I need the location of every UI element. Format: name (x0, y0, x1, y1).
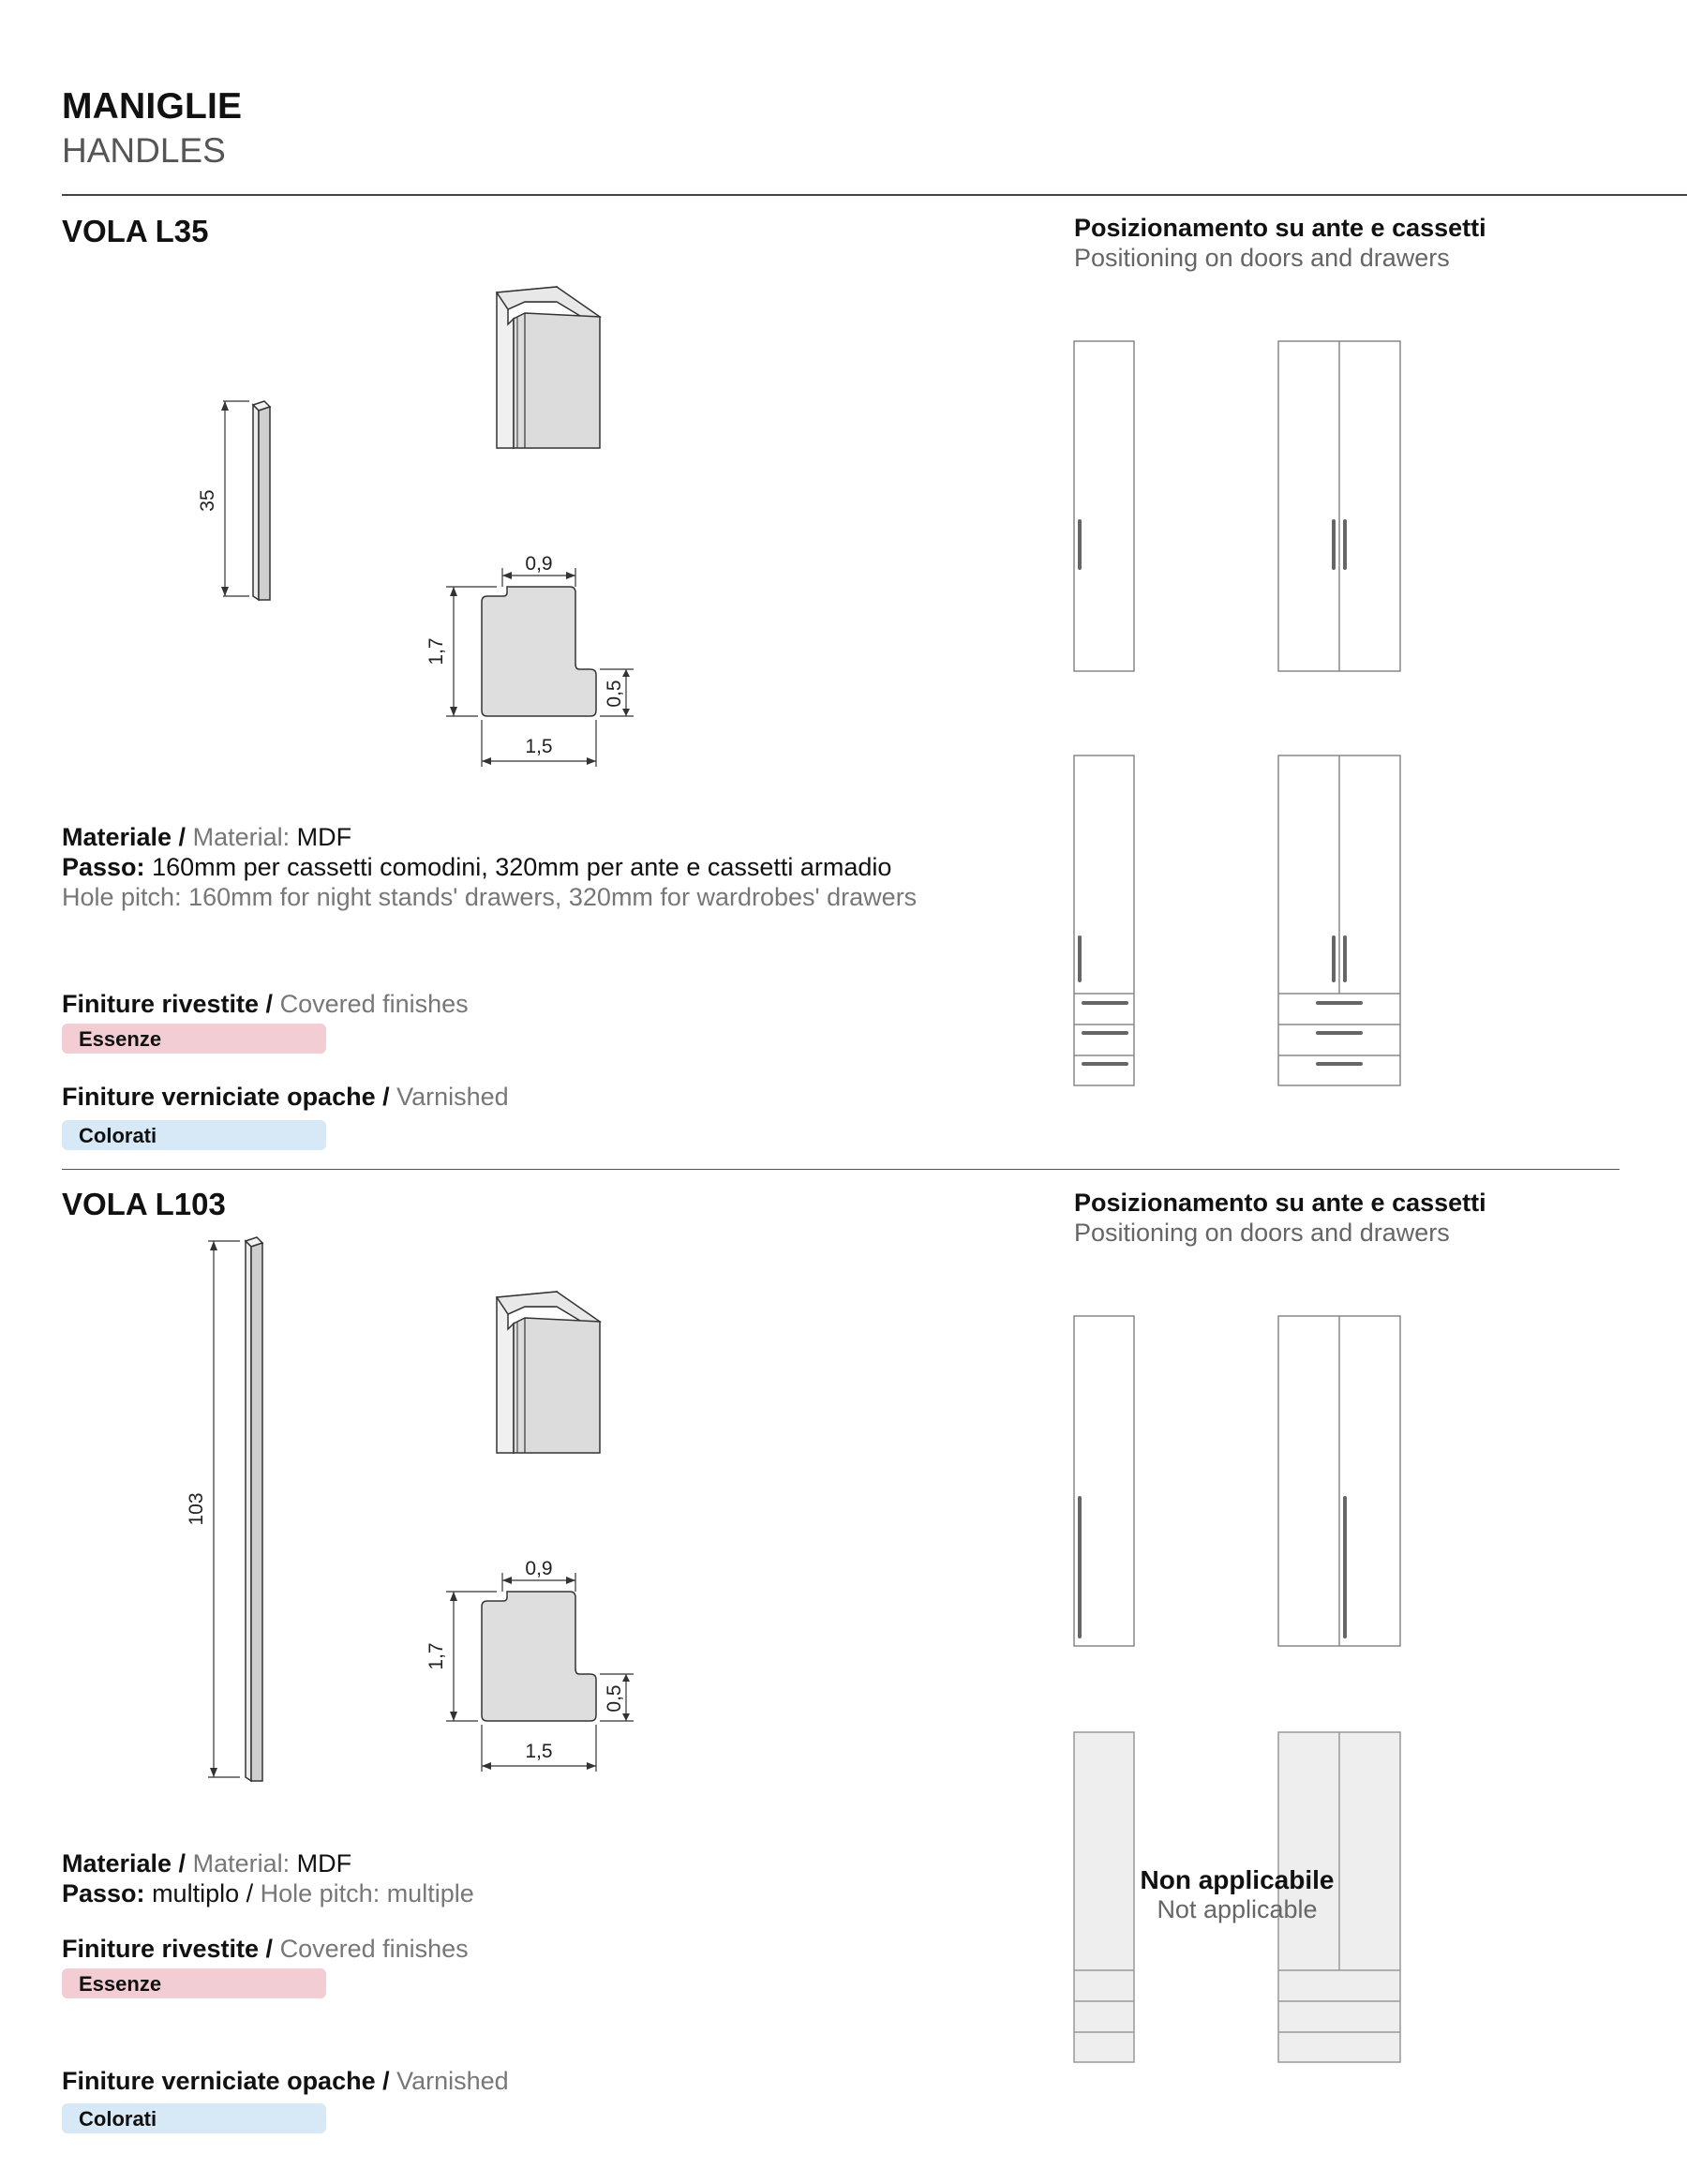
handle-cross-section (482, 587, 596, 716)
material-value-2: MDF (296, 1849, 352, 1877)
double-door-long-handle-diagram (1278, 1316, 1400, 1646)
positioning-subtitle: Positioning on doors and drawers (1074, 244, 1450, 272)
essenze-badge-2[interactable]: Essenze (62, 1968, 326, 1998)
handle-cross-section-2 (482, 1592, 596, 1721)
varnished-finishes-en: Varnished (396, 1083, 509, 1111)
pitch-label: Passo: (62, 853, 145, 881)
covered-finishes-line (62, 989, 469, 1019)
height-label-2: 1,7 (425, 1642, 447, 1670)
base-width-label-2: 1,5 (525, 1741, 553, 1762)
pitch-value-2: multiplo / (152, 1879, 254, 1907)
colorati-badge-2[interactable]: Colorati (62, 2103, 326, 2133)
positioning-subtitle-2: Positioning on doors and drawers (1074, 1219, 1450, 1247)
varnished-finishes-label-2: Finiture verniciate opache / (62, 2067, 390, 2095)
not-applicable-subtitle: Not applicable (1157, 1895, 1318, 1923)
height-label: 1,7 (425, 637, 447, 666)
material-label-2: Materiale / (62, 1849, 187, 1877)
varnished-finishes-line-2 (62, 2066, 509, 2096)
single-door-drawers-diagram (1074, 755, 1134, 1085)
single-door-long-handle-diagram (1074, 1316, 1134, 1646)
length-dimension-long (208, 1241, 240, 1777)
positioning-title: Posizionamento su ante e cassetti (1074, 214, 1486, 242)
top-width-label: 0,9 (525, 553, 553, 575)
pitch-value-en-2: Hole pitch: multiple (260, 1879, 474, 1907)
length-label: 35 (197, 489, 218, 512)
base-width-label: 1,5 (525, 736, 553, 757)
foot-height-label-2: 0,5 (604, 1684, 625, 1713)
pitch-label-2: Passo: (62, 1879, 145, 1907)
positioning-title-2: Posizionamento su ante e cassetti (1074, 1189, 1486, 1217)
pitch-line-2 (62, 1878, 474, 1908)
covered-finishes-line-2 (62, 1934, 469, 1964)
colorati-badge[interactable]: Colorati (62, 1120, 326, 1150)
section-title-vola-l35: VOLA L35 (62, 214, 209, 248)
covered-finishes-en-2: Covered finishes (279, 1935, 469, 1963)
foot-height-label: 0,5 (604, 680, 625, 708)
varnished-finishes-label: Finiture verniciate opache / (62, 1083, 390, 1111)
varnished-finishes-en-2: Varnished (396, 2067, 509, 2095)
material-value: MDF (296, 823, 352, 851)
pitch-line (62, 852, 891, 882)
pitch-value: 160mm per cassetti comodini, 320mm per ante e cassetti armadio (152, 853, 892, 881)
section-title-vola-l103: VOLA L103 (62, 1187, 226, 1221)
material-line (62, 822, 351, 852)
not-applicable-title: Non applicabile (1140, 1865, 1335, 1894)
double-door-drawers-diagram (1278, 755, 1400, 1085)
handle-side-view-long (246, 1237, 262, 1781)
page-subtitle: HANDLES (62, 131, 226, 170)
varnished-finishes-line (62, 1082, 509, 1112)
pitch-line-en: Hole pitch: 160mm for night stands' drawers, 320mm for wardrobes' drawers (62, 883, 918, 911)
covered-finishes-en: Covered finishes (279, 990, 469, 1018)
section-divider (62, 1169, 1620, 1170)
covered-finishes-label: Finiture rivestite / (62, 990, 274, 1018)
material-label: Materiale / (62, 823, 187, 851)
double-door-diagram (1278, 341, 1400, 671)
handle-side-view (253, 401, 270, 600)
length-label-long: 103 (186, 1492, 207, 1526)
page-title: MANIGLIE (62, 86, 243, 127)
single-door-diagram (1074, 341, 1134, 671)
top-width-label-2: 0,9 (525, 1558, 553, 1579)
material-line-2 (62, 1848, 351, 1878)
material-label-en: Material: (192, 823, 291, 851)
handle-3d-profile-2 (497, 1292, 600, 1453)
length-dimension (221, 401, 249, 596)
handle-3d-profile (497, 287, 600, 448)
material-label-en-2: Material: (192, 1849, 291, 1877)
essenze-badge[interactable]: Essenze (62, 1024, 326, 1054)
covered-finishes-label-2: Finiture rivestite / (62, 1935, 274, 1963)
